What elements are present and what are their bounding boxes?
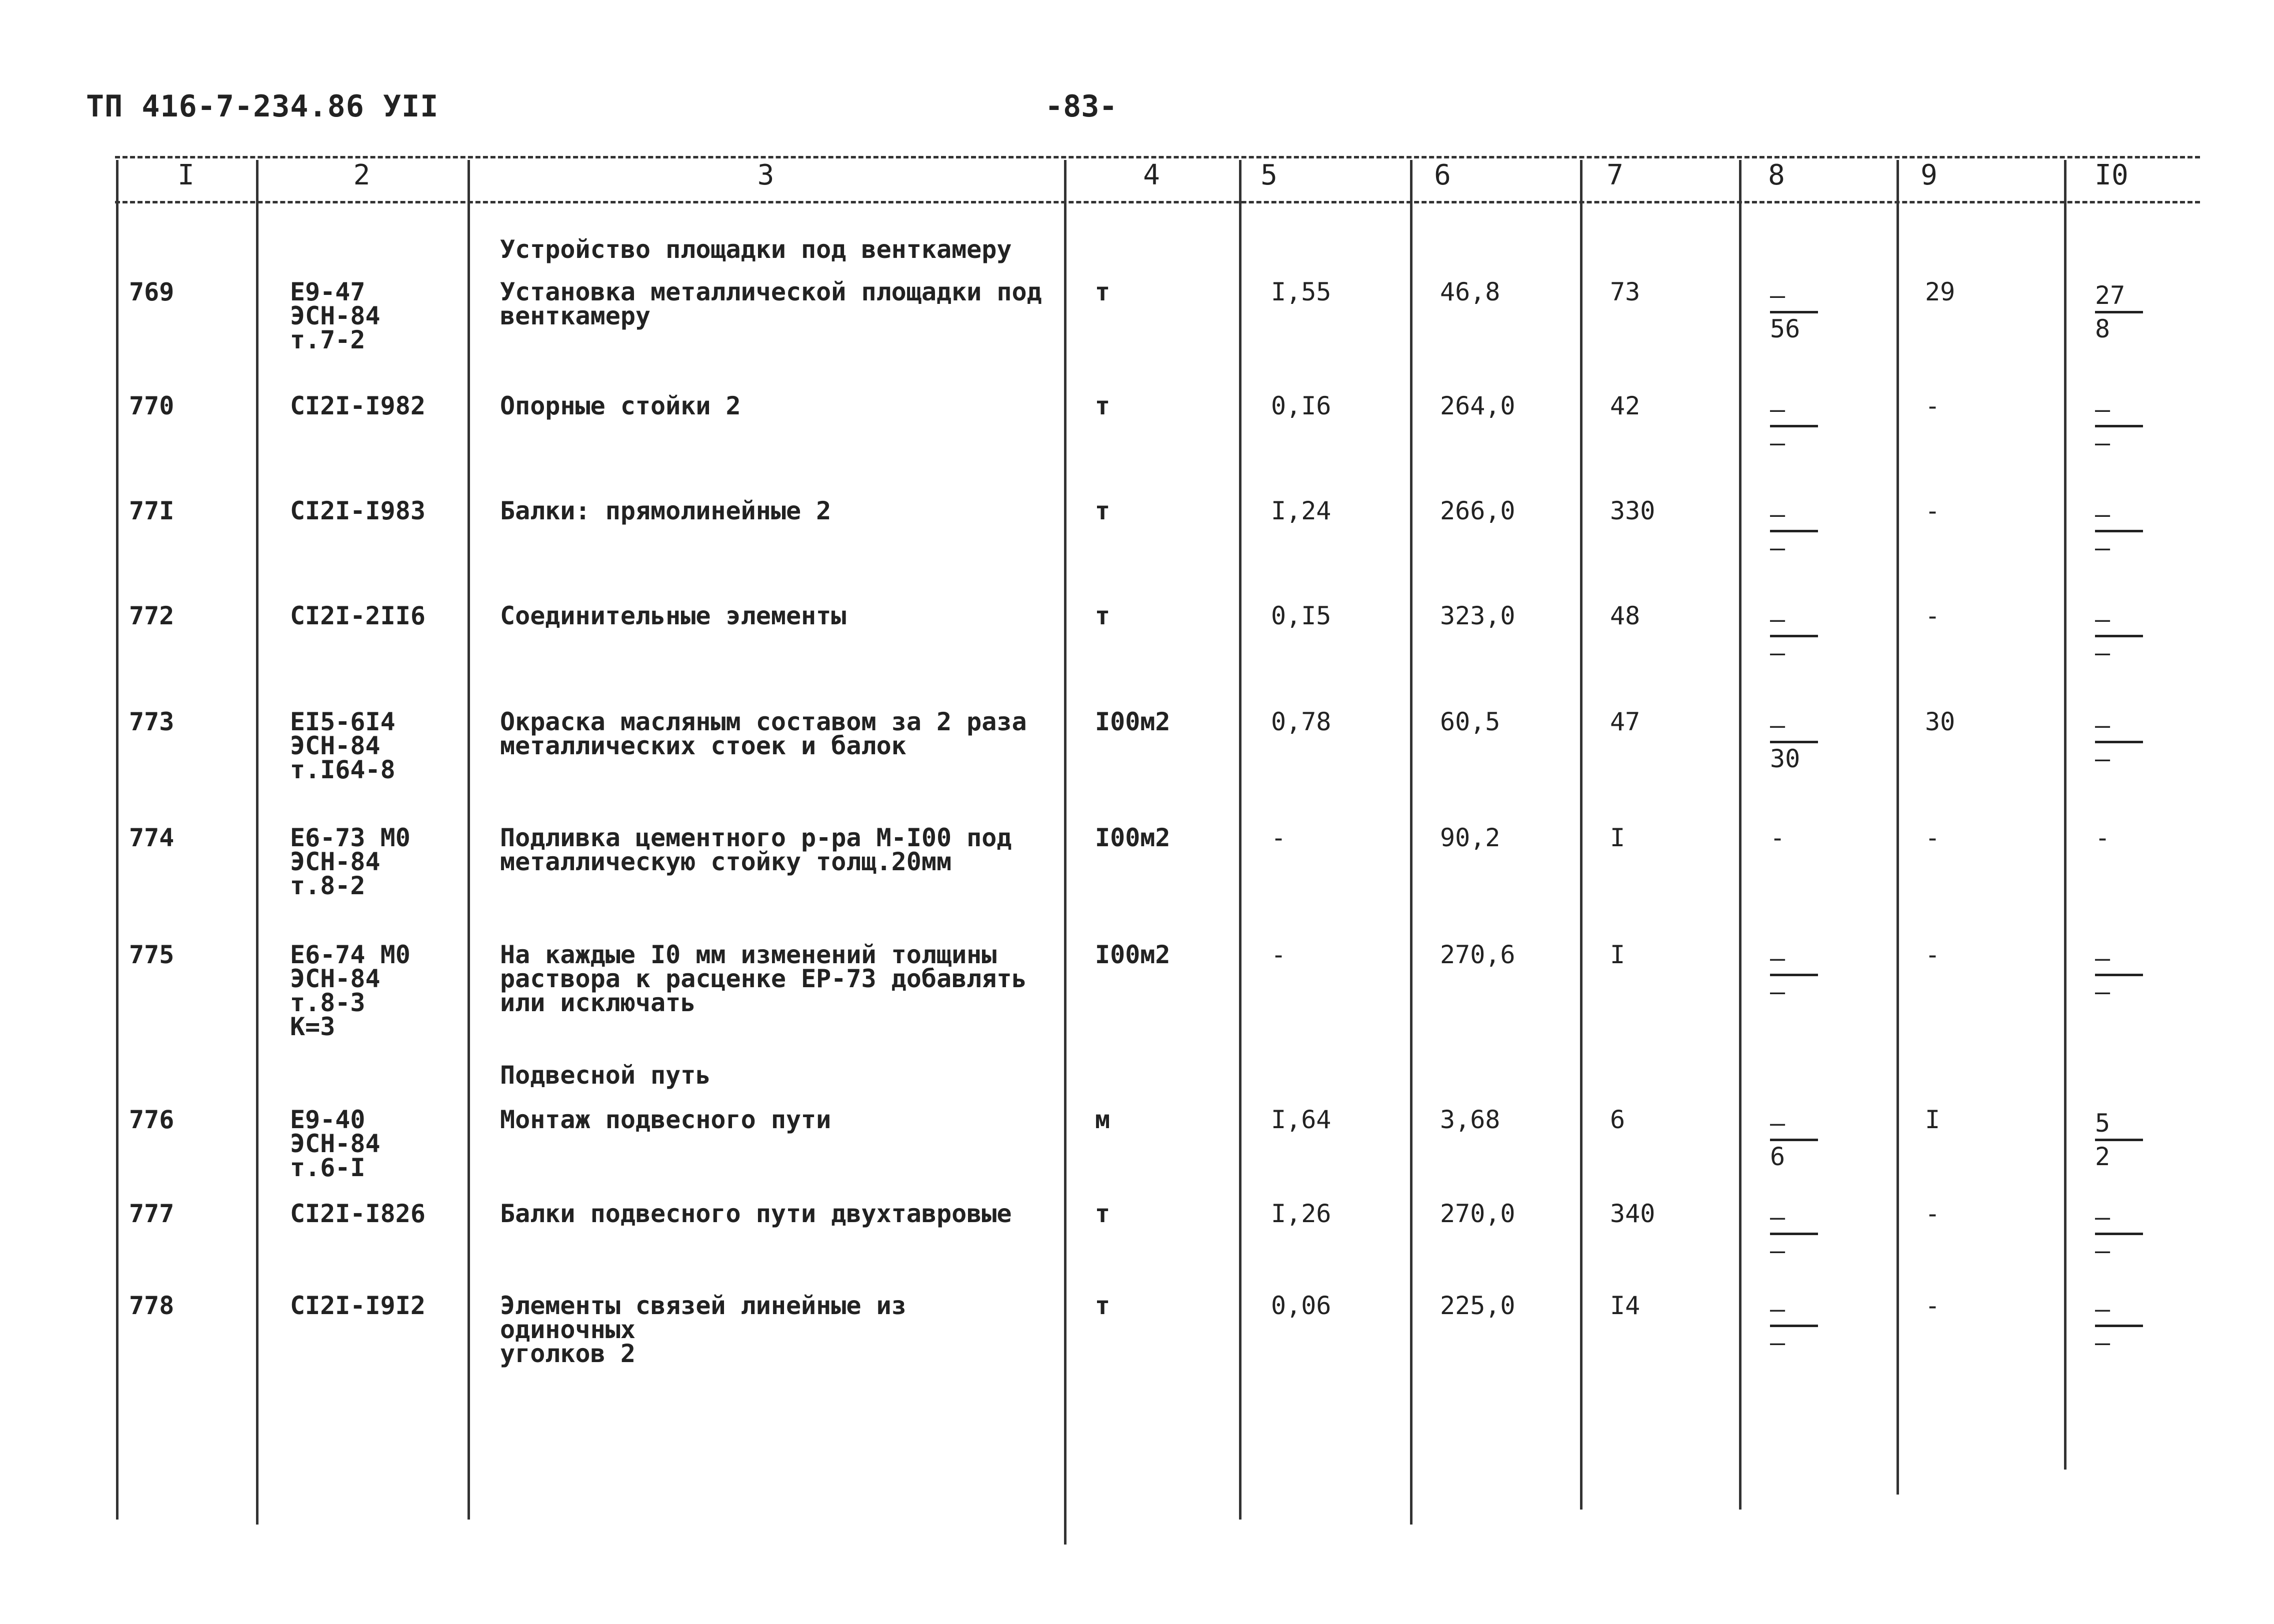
unit-price: 266,0 bbox=[1440, 496, 1516, 525]
unit-price: 90,2 bbox=[1440, 823, 1500, 852]
column-header: 3 bbox=[757, 159, 774, 191]
section-heading-ventchamber: Устройство площадки под венткамеру bbox=[500, 235, 1012, 264]
price-code: CI2I-2II6 bbox=[290, 601, 426, 630]
row-number: 775 bbox=[129, 940, 174, 969]
column-header: 6 bbox=[1434, 159, 1451, 191]
work-name: Установка металлической площадки под венткамеру bbox=[500, 277, 1042, 330]
column-9-value: - bbox=[1925, 940, 1940, 969]
row-number: 774 bbox=[129, 823, 174, 852]
work-name: Балки подвесного пути двухтавровые bbox=[500, 1199, 1012, 1228]
quantity: 0,78 bbox=[1271, 707, 1332, 736]
column-8-value bbox=[1770, 943, 1818, 1007]
column-header: 4 bbox=[1143, 159, 1160, 191]
price-code: E9-40 ЭСН-84 т.6-I bbox=[290, 1105, 380, 1182]
fraction bbox=[2095, 1202, 2143, 1266]
row-number: 772 bbox=[129, 601, 174, 630]
work-name: Монтаж подвесного пути bbox=[500, 1105, 832, 1134]
fraction-numerator: – bbox=[2095, 710, 2143, 743]
table-row bbox=[0, 1291, 2274, 1394]
quantity: 0,I5 bbox=[1271, 601, 1332, 630]
quantity: 0,I6 bbox=[1271, 391, 1332, 420]
unit: I00м2 bbox=[1095, 940, 1170, 969]
price-code: CI2I-I982 bbox=[290, 391, 426, 420]
fraction bbox=[2095, 280, 2143, 344]
fraction bbox=[2095, 394, 2143, 458]
fraction-numerator: – bbox=[1770, 1202, 1818, 1235]
column-10-value bbox=[2095, 280, 2143, 344]
price-code: CI2I-I826 bbox=[290, 1199, 426, 1228]
quantity: 0,06 bbox=[1271, 1291, 1332, 1320]
column-10-value: - bbox=[2095, 823, 2110, 852]
row-number: 77I bbox=[129, 496, 174, 525]
total-cost: 340 bbox=[1610, 1199, 1656, 1228]
total-cost: 48 bbox=[1610, 601, 1640, 630]
column-10-value bbox=[2095, 1202, 2143, 1266]
row-number: 777 bbox=[129, 1199, 174, 1228]
fraction-denominator: – bbox=[1770, 428, 1786, 457]
fraction bbox=[2095, 943, 2143, 1007]
fraction-denominator: – bbox=[2095, 1236, 2110, 1265]
table-row bbox=[0, 1105, 2274, 1208]
table-row bbox=[0, 601, 2274, 704]
unit-price: 270,6 bbox=[1440, 940, 1516, 969]
column-9-value: I bbox=[1925, 1105, 1940, 1134]
fraction-denominator: – bbox=[2095, 977, 2110, 1006]
unit: м bbox=[1095, 1105, 1110, 1134]
column-10-value bbox=[2095, 710, 2143, 774]
price-code: EI5-6I4 ЭСН-84 т.I64-8 bbox=[290, 707, 396, 784]
fraction-denominator: – bbox=[1770, 638, 1786, 667]
fraction bbox=[1770, 1108, 1818, 1172]
fraction-denominator: 30 bbox=[1770, 744, 1800, 773]
work-name: На каждые I0 мм изменений толщины раствора к расценке ЕР-73 добавлять или исключать bbox=[500, 940, 1027, 1017]
column-header: 7 bbox=[1606, 159, 1624, 191]
fraction-numerator: – bbox=[1770, 499, 1818, 532]
fraction bbox=[2095, 1294, 2143, 1358]
column-8-value bbox=[1770, 1202, 1818, 1266]
fraction bbox=[2095, 710, 2143, 774]
column-9-value: - bbox=[1925, 823, 1940, 852]
fraction-denominator: – bbox=[2095, 1328, 2110, 1357]
document-code: ТП 416-7-234.86 УII bbox=[86, 89, 439, 124]
row-number: 769 bbox=[129, 277, 174, 306]
price-code: CI2I-I983 bbox=[290, 496, 426, 525]
fraction-numerator: – bbox=[2095, 1202, 2143, 1235]
table-top-rule bbox=[115, 156, 2200, 158]
column-10-value bbox=[2095, 943, 2143, 1007]
row-number: 770 bbox=[129, 391, 174, 420]
price-code: E6-74 M0 ЭСН-84 т.8-3 К=3 bbox=[290, 940, 410, 1041]
unit: т bbox=[1095, 277, 1110, 306]
total-cost: 330 bbox=[1610, 496, 1656, 525]
fraction-numerator: – bbox=[1770, 604, 1818, 637]
column-9-value: - bbox=[1925, 1199, 1940, 1228]
work-name: Соединительные элементы bbox=[500, 601, 846, 630]
column-10-value bbox=[2095, 499, 2143, 563]
column-8-value: - bbox=[1770, 823, 1786, 852]
fraction-denominator: – bbox=[2095, 744, 2110, 773]
section-heading-hanging-track: Подвесной путь bbox=[500, 1061, 711, 1090]
fraction bbox=[1770, 943, 1818, 1007]
fraction-numerator: – bbox=[2095, 604, 2143, 637]
unit-price: 3,68 bbox=[1440, 1105, 1500, 1134]
fraction-denominator: 56 bbox=[1770, 314, 1800, 343]
fraction-denominator: – bbox=[2095, 638, 2110, 667]
unit: т bbox=[1095, 1291, 1110, 1320]
fraction-numerator: – bbox=[2095, 394, 2143, 427]
column-header: 8 bbox=[1768, 159, 1785, 191]
table-row bbox=[0, 823, 2274, 926]
column-9-value: - bbox=[1925, 391, 1940, 420]
fraction bbox=[1770, 1202, 1818, 1266]
quantity: - bbox=[1271, 823, 1286, 852]
table-row bbox=[0, 277, 2274, 380]
fraction-numerator: 27 bbox=[2095, 280, 2143, 313]
work-name: Подливка цементного р-ра М-I00 под металлическую стойку толщ.20мм bbox=[500, 823, 1012, 876]
fraction-numerator: – bbox=[1770, 280, 1818, 313]
unit-price: 264,0 bbox=[1440, 391, 1516, 420]
unit-price: 270,0 bbox=[1440, 1199, 1516, 1228]
unit: т bbox=[1095, 496, 1110, 525]
fraction-numerator: – bbox=[2095, 1294, 2143, 1327]
unit: т bbox=[1095, 391, 1110, 420]
row-number: 776 bbox=[129, 1105, 174, 1134]
column-8-value bbox=[1770, 394, 1818, 458]
fraction-numerator: – bbox=[1770, 710, 1818, 743]
fraction bbox=[2095, 499, 2143, 563]
quantity: - bbox=[1271, 940, 1286, 969]
column-8-value bbox=[1770, 499, 1818, 563]
column-8-value bbox=[1770, 280, 1818, 344]
page-number: -83- bbox=[1045, 89, 1118, 124]
fraction-denominator: – bbox=[1770, 1328, 1786, 1357]
unit-price: 323,0 bbox=[1440, 601, 1516, 630]
work-name: Окраска масляным составом за 2 раза металлических стоек и балок bbox=[500, 707, 1027, 760]
fraction-numerator: – bbox=[1770, 1294, 1818, 1327]
quantity: I,64 bbox=[1271, 1105, 1332, 1134]
column-9-value: - bbox=[1925, 601, 1940, 630]
total-cost: 47 bbox=[1610, 707, 1640, 736]
table-row bbox=[0, 707, 2274, 810]
fraction-numerator: – bbox=[1770, 1108, 1818, 1141]
column-header: I0 bbox=[2094, 159, 2128, 191]
fraction-denominator: – bbox=[1770, 977, 1786, 1006]
total-cost: I bbox=[1610, 940, 1626, 969]
column-8-value bbox=[1770, 1108, 1818, 1172]
unit-price: 60,5 bbox=[1440, 707, 1500, 736]
column-10-value bbox=[2095, 394, 2143, 458]
fraction bbox=[1770, 604, 1818, 668]
column-header: I bbox=[178, 159, 194, 191]
total-cost: 42 bbox=[1610, 391, 1640, 420]
unit: I00м2 bbox=[1095, 707, 1170, 736]
fraction-denominator: 2 bbox=[2095, 1142, 2110, 1171]
fraction bbox=[1770, 499, 1818, 563]
fraction bbox=[2095, 1108, 2143, 1172]
column-10-value bbox=[2095, 1108, 2143, 1172]
table-row bbox=[0, 1199, 2274, 1302]
price-code: E6-73 M0 ЭСН-84 т.8-2 bbox=[290, 823, 410, 900]
total-cost: I4 bbox=[1610, 1291, 1640, 1320]
row-number: 773 bbox=[129, 707, 174, 736]
fraction bbox=[1770, 280, 1818, 344]
work-name: Балки: прямолинейные 2 bbox=[500, 496, 832, 525]
column-10-value bbox=[2095, 604, 2143, 668]
column-8-value bbox=[1770, 710, 1818, 774]
column-8-value bbox=[1770, 604, 1818, 668]
fraction-denominator: – bbox=[1770, 533, 1786, 562]
table-row bbox=[0, 940, 2274, 1043]
fraction-denominator: 8 bbox=[2095, 314, 2110, 343]
column-9-value: - bbox=[1925, 1291, 1940, 1320]
fraction-numerator: 5 bbox=[2095, 1108, 2143, 1141]
column-header: 5 bbox=[1260, 159, 1278, 191]
price-code: CI2I-I9I2 bbox=[290, 1291, 426, 1320]
column-9-value: 29 bbox=[1925, 277, 1956, 306]
fraction-denominator: 6 bbox=[1770, 1142, 1786, 1171]
fraction bbox=[2095, 604, 2143, 668]
unit: I00м2 bbox=[1095, 823, 1170, 852]
total-cost: 73 bbox=[1610, 277, 1640, 306]
table-row bbox=[0, 391, 2274, 494]
fraction-numerator: – bbox=[2095, 943, 2143, 976]
column-10-value bbox=[2095, 1294, 2143, 1358]
fraction-numerator: – bbox=[1770, 394, 1818, 427]
column-header: 2 bbox=[353, 159, 370, 191]
fraction-denominator: – bbox=[2095, 533, 2110, 562]
unit: т bbox=[1095, 1199, 1110, 1228]
fraction bbox=[1770, 710, 1818, 774]
fraction-denominator: – bbox=[2095, 428, 2110, 457]
column-header: 9 bbox=[1920, 159, 1938, 191]
unit-price: 225,0 bbox=[1440, 1291, 1516, 1320]
fraction-numerator: – bbox=[2095, 499, 2143, 532]
column-8-value bbox=[1770, 1294, 1818, 1358]
table-row bbox=[0, 496, 2274, 599]
unit-price: 46,8 bbox=[1440, 277, 1500, 306]
work-name: Опорные стойки 2 bbox=[500, 391, 741, 420]
column-9-value: - bbox=[1925, 496, 1940, 525]
fraction bbox=[1770, 1294, 1818, 1358]
column-9-value: 30 bbox=[1925, 707, 1956, 736]
row-number: 778 bbox=[129, 1291, 174, 1320]
quantity: I,24 bbox=[1271, 496, 1332, 525]
quantity: I,55 bbox=[1271, 277, 1332, 306]
fraction-denominator: – bbox=[1770, 1236, 1786, 1265]
fraction bbox=[1770, 394, 1818, 458]
header-bottom-rule bbox=[115, 201, 2200, 203]
unit: т bbox=[1095, 601, 1110, 630]
total-cost: 6 bbox=[1610, 1105, 1626, 1134]
work-name: Элементы связей линейные из одиночных уголков 2 bbox=[500, 1291, 906, 1368]
total-cost: I bbox=[1610, 823, 1626, 852]
fraction-numerator: – bbox=[1770, 943, 1818, 976]
price-code: E9-47 ЭСН-84 т.7-2 bbox=[290, 277, 380, 354]
quantity: I,26 bbox=[1271, 1199, 1332, 1228]
